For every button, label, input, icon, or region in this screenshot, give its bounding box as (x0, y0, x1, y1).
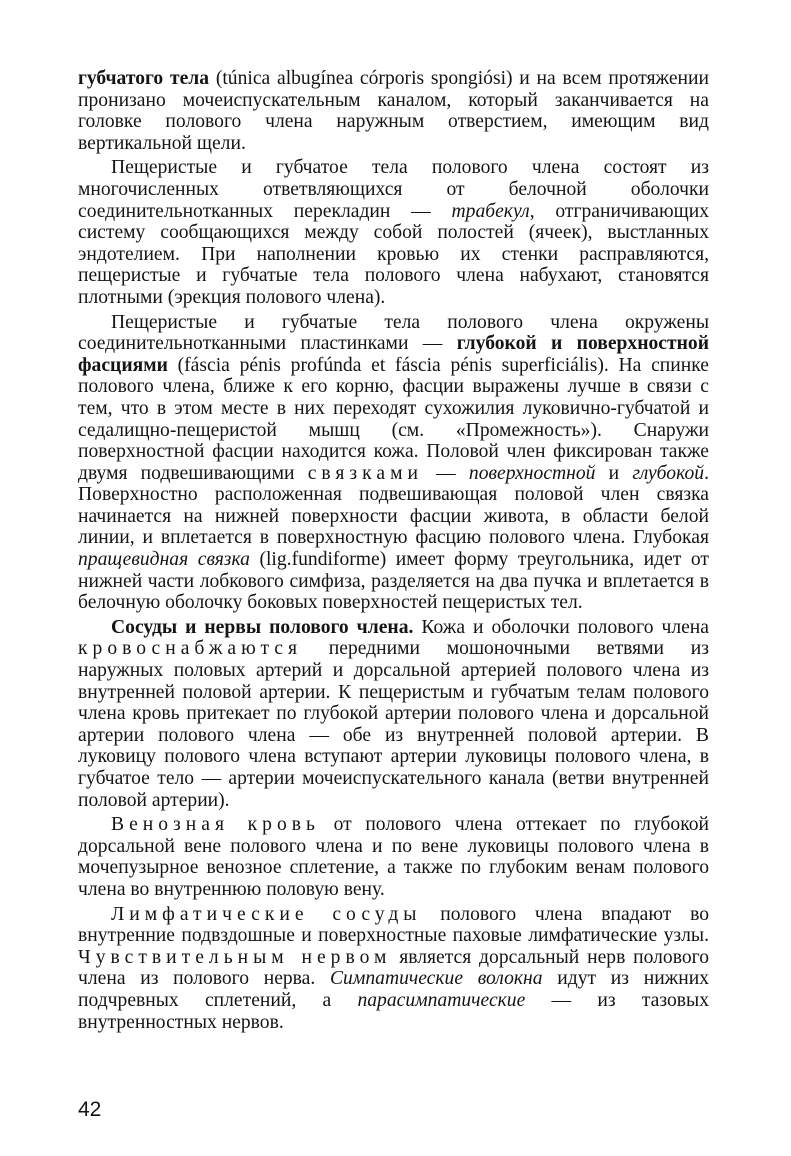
paragraph-vessels-nerves (78, 617, 709, 811)
text-run: Пещеристые и губчатые тела полового члена окружены соединительнотканными пластинками — (78, 311, 709, 355)
text-run: (lig.fundiforme) имеет форму треугольника, идет от нижней части лобкового симфиза, разделяется на два пучка и вплетается в белочную оболочку боковых поверхностей пещеристых тел. (78, 549, 709, 614)
spaced-term: Венозная кровь (111, 814, 320, 836)
text-run: — из тазовых внутренностных нервов. (78, 989, 709, 1033)
paragraph-spongy-body-end (78, 68, 709, 154)
italic-term: парасимпатические (357, 989, 526, 1011)
italic-term: поверхностной (468, 462, 596, 484)
bold-term: губчатого тела (78, 68, 210, 89)
italic-term: трабекул (451, 200, 530, 222)
text-run: — (422, 462, 469, 484)
spaced-term: Чувствительным нервом (78, 946, 392, 968)
paragraph-trabeculae (78, 157, 709, 308)
text-run: является дорсальный нерв полового члена из полового нерва. (78, 946, 709, 990)
bold-term: глубокой и поверхностной фасциями (78, 333, 710, 376)
text-run: идут из нижних подчревных сплетений, а (78, 968, 709, 1011)
italic-term: Симпатические волокна (329, 968, 543, 990)
page-text-block (78, 68, 709, 1033)
text-run: передними мошоночными ветвями из наружных половых артерий и дорсальной артерией полового члена из внутренней половой артерии. К пещеристым и губчатым телам полового члена кровь притекает по глубокой артерии полового члена и дорсальной артерии полового члена — обе из внутренней половой артерии. В луковицу полового члена вступают артерии луковицы полового члена, в губчатое тело — артерии мочеиспускательного канала (ветви внутренней половой артерии). (78, 638, 709, 811)
text-run: . Поверхностно расположенная подвешивающая половой член связка начинается на нижней поверхности фасции живота, в области белой линии, и вплетается в поверхностную фасцию полового члена. Глубокая (78, 462, 709, 549)
spaced-term: Лимфатические сосуды (111, 903, 422, 925)
text-run: , отграничивающих систему сообщающихся между собой полостей (ячеек), выстланных эндотелием. При наполнении кровью их стенки расправляются, пещеристые и губчатые тела полового члена набухают, становятся плотными (эрекция полового члена). (78, 200, 709, 308)
paragraph-venous-blood (78, 814, 709, 900)
text-run: Кожа и оболочки полового члена (413, 616, 709, 638)
text-run: (túnica albugínea córporis spongiósi) и на всем протяжении пронизано мочеиспускательным каналом, который заканчивается на головке полового члена наружным отверстием, имеющим вид вертикальной щели. (78, 68, 709, 154)
spaced-term: кровоснабжаются (78, 638, 303, 660)
paragraph-lymph-innervation (78, 904, 709, 1034)
italic-term: глубокой (632, 462, 705, 484)
text-run: от полового члена оттекает по глубокой дорсальной вене полового члена и по вене луковицы полового члена в мочепузырное венозное сплетение, а также по глубоким венам полового члена во внутреннюю половую вену. (78, 814, 709, 900)
text-run: и (595, 462, 633, 484)
paragraph-fasciae (78, 312, 709, 614)
bold-term: Сосуды и нервы полового члена. (111, 616, 414, 638)
text-run: полового члена впадают во внутренние подвздошные и поверхностные паховые лимфатические узлы. (78, 903, 710, 947)
page-number: 42 (78, 1098, 102, 1121)
text-run: (fáscia pénis profúnda et fáscia pénis superficiális). На спинке полового члена, ближе к его корню, фасции выражены лучше в связи с тем, что в этом месте в них переходят сухожилия луковично-губчатой и седалищно-пещеристой мышц (см. «Промежность»). Снаружи поверхностной фасции находится кожа. Половой член фиксирован также двумя подвешивающими (78, 354, 709, 484)
spaced-term: связками (307, 462, 423, 484)
italic-term: пращевидная связка (78, 549, 250, 571)
text-run: Пещеристые и губчатое тела полового члена состоят из многочисленных ответвляющихся от белочной оболочки соединительнотканных перекладин — (78, 157, 709, 222)
